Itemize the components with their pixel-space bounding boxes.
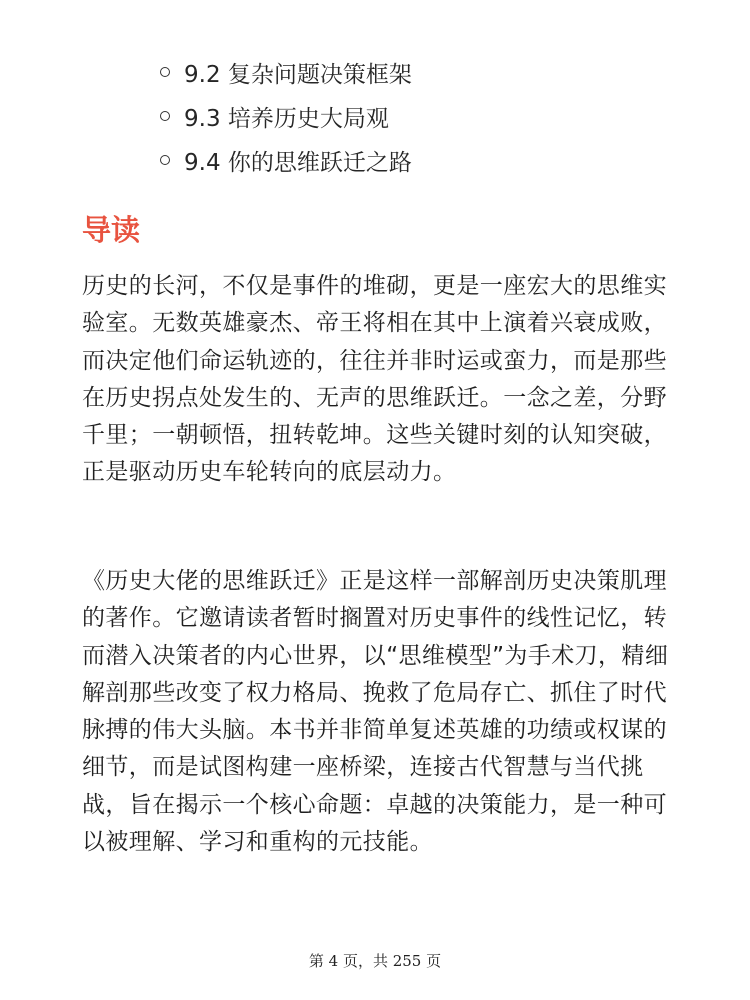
table-of-contents [160, 50, 412, 182]
body-paragraph: 《历史大佬的思维跃迁》正是这样一部解剖历史决策肌理的著作。它邀请读者暂时搁置对历史事件的线性记忆，转而潜入决策者的内心世界，以“思维模型”为手术刀，精细解剖那些改变了权力格局、挽救了危局存亡、抓住了时代脉搏的伟大头脑。本书并非简单复述英雄的功绩或权谋的细节，而是试图构建一座桥梁，连接古代智慧与当代挑战，旨在揭示一个核心命题：卓越的决策能力，是一种可以被理解、学习和重构的元技能。 [82, 568, 669, 856]
toc-item[interactable] [160, 138, 412, 182]
body-paragraph: 历史的长河，不仅是事件的堆砌，更是一座宏大的思维实验室。无数英雄豪杰、帝王将相在其中上演着兴衰成败，而决定他们命运轨迹的，往往并非时运或蛮力，而是那些在历史拐点处发生的、无声的思维跃迁。一念之差，分野千里；一朝顿悟，扭转乾坤。这些关键时刻的认知突破，正是驱动历史车轮转向的底层动力。 [82, 273, 667, 486]
page-number-footer: 第 4 页，共 255 页 [308, 952, 442, 970]
toc-item-label: 9.2 复杂问题决策框架 [184, 61, 412, 88]
toc-item-label: 9.4 你的思维跃迁之路 [184, 149, 412, 176]
toc-item-label: 9.3 培养历史大局观 [184, 105, 389, 132]
section-heading: 导读 [82, 213, 141, 247]
circle-bullet-icon [160, 111, 170, 121]
circle-bullet-icon [160, 67, 170, 77]
toc-item[interactable] [160, 50, 412, 94]
circle-bullet-icon [160, 155, 170, 165]
toc-item[interactable] [160, 94, 412, 138]
